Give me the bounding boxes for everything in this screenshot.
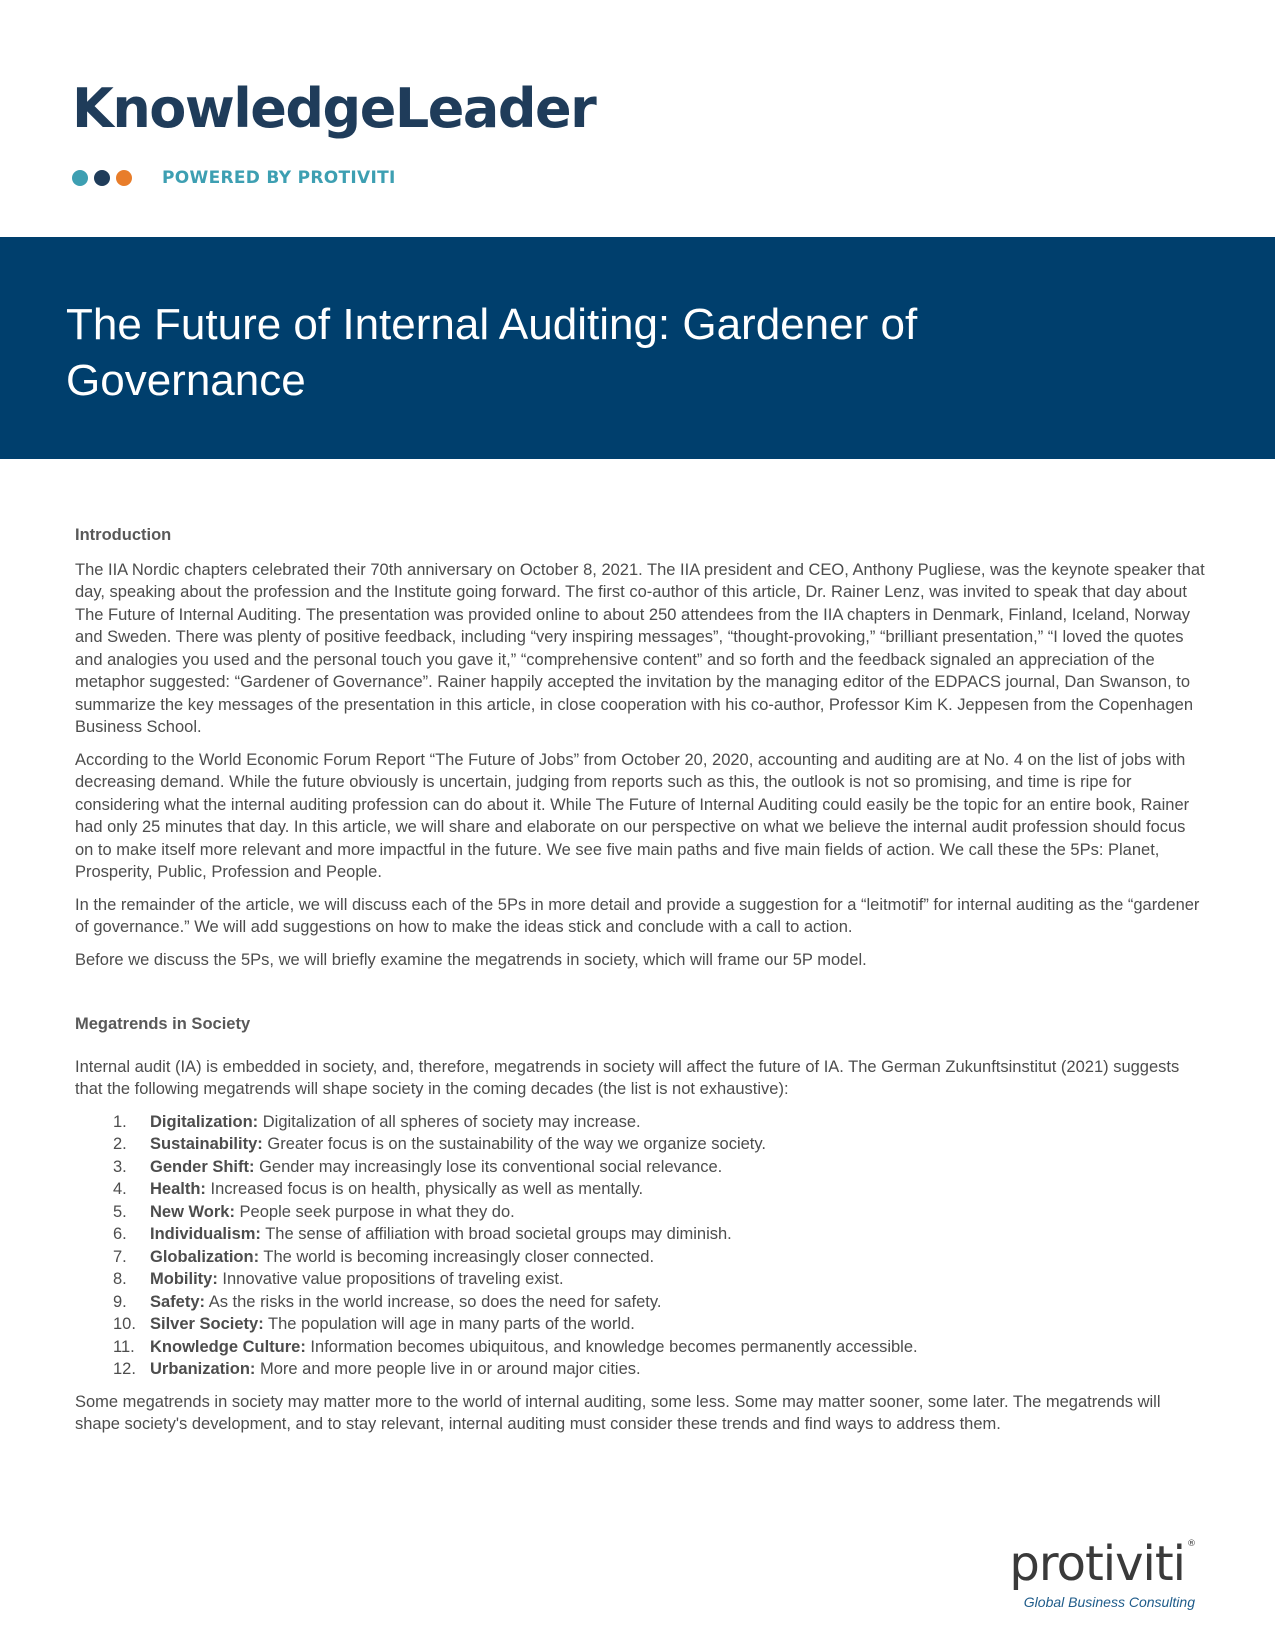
trend-term: Knowledge Culture: [150,1337,306,1356]
trend-description: Gender may increasingly lose its conventional social relevance. [254,1157,723,1176]
list-number: 12. [113,1360,136,1378]
megatrends-intro: Internal audit (IA) is embedded in society, and, therefore, megatrends in society will affect the future of IA. The German Zukunftsinstitut (2021) suggests that the following megatrends will shape society in the coming decades (the list is not exhaustive): [75,1057,1180,1098]
list-number: 2. [113,1135,127,1153]
list-item [75,1336,1205,1359]
list-item [75,1133,1205,1156]
list-number: 9. [113,1292,127,1311]
intro-paragraph: Before we discuss the 5Ps, we will briefly examine the megatrends in society, which will frame our 5P model. [75,950,867,969]
trend-description: People seek purpose in what they do. [234,1202,515,1221]
trend-term: Silver Society: [150,1315,264,1333]
trend-description: More and more people live in or around major cities. [255,1360,641,1378]
intro-paragraph: According to the World Economic Forum Report “The Future of Jobs” from October 20, 2020, accounting and auditing are at No. 4 on the list of jobs with decreasing demand. While the future obviously is uncertain, judging from reports such as this, the outlook is not so promising, and time is ripe for considering what the internal auditing profession can do about it. While The Future of Internal Auditing could easily be the topic for an entire book, Rainer had only 25 minutes that day. In this article, we will share and elaborate on our perspective on what we believe the internal audit profession should focus on to make itself more relevant and more impactful in the future. We see five main paths and five main fields of action. We call these the 5Ps: Planet, Prosperity, Public, Profession and People. [75,750,1190,881]
powered-by-text: POWERED BY PROTIVITI [162,168,396,188]
megatrends-section [75,1013,1205,1436]
protiviti-tagline: Global Business Consulting [1023,1594,1195,1610]
knowledgeleader-logo [72,77,596,188]
trend-term: Individualism: [150,1225,261,1243]
intro-paragraph: The IIA Nordic chapters celebrated their 70th anniversary on October 8, 2021. The IIA president and CEO, Anthony Pugliese, was the keynote speaker that day, speaking about the profession and the Institute going forward. The first co-author of this article, Dr. Rainer Lenz, was invited to speak that day about The Future of Internal Auditing. The presentation was provided online to about 250 attendees from the IIA chapters in Denmark, Finland, Iceland, Norway and Sweden. There was plenty of positive feedback, including “very inspiring messages”, “thought-provoking,” “brilliant presentation,” “I loved the quotes and analogies you used and the personal touch you gave it,” “comprehensive content” and so forth and the feedback signaled an appreciation of the metaphor suggested: “Gardener of Governance”. Rainer happily accepted the invitation by the managing editor of the EDPACS journal, Dan Swanson, to summarize the key messages of the presentation in this article, in close cooperation with his co-author, Professor Kim K. Jeppesen from the Copenhagen Business School. [75,560,1205,736]
page-title: The Future of Internal Auditing: Gardener of Governance [66,300,918,405]
trend-term: Sustainability: [150,1135,263,1153]
title-banner [0,237,1275,459]
list-item [75,1156,1205,1179]
megatrends-heading: Megatrends in Society [75,1015,251,1033]
brand-dots [72,170,132,186]
brand-subline [72,168,595,188]
list-number: 3. [113,1157,127,1176]
trend-description: Increased focus is on health, physically as well as mentally. [205,1180,644,1198]
trend-description: The world is becoming increasingly closer connected. [259,1247,655,1266]
trend-term: Health: [150,1180,206,1198]
trend-term: Mobility: [150,1270,218,1288]
trend-description: Innovative value propositions of traveling exist. [217,1270,564,1288]
orange-dot-icon [116,170,132,186]
trend-term: Gender Shift: [150,1157,255,1176]
trend-description: Information becomes ubiquitous, and knowledge becomes permanently accessible. [305,1337,918,1356]
list-number: 10. [113,1315,136,1333]
list-number: 11. [113,1337,135,1356]
protiviti-wordmark [1009,1536,1195,1592]
brand-name: KnowledgeLeader [72,77,596,140]
list-item [75,1201,1205,1224]
section-spacer [75,981,1205,1013]
trend-description: Greater focus is on the sustainability of the way we organize society. [262,1135,766,1153]
introduction-section [75,524,1205,971]
intro-paragraph: In the remainder of the article, we will discuss each of the 5Ps in more detail and provide a suggestion for a “leitmotif” for internal auditing as the “gardener of governance.” We will add suggestions on how to make the ideas stick and conclude with a call to action. [75,895,1200,936]
protiviti-logo [1009,1536,1195,1610]
teal-dot-icon [72,170,88,186]
list-item [75,1178,1205,1201]
list-number: 6. [113,1225,127,1243]
list-number: 8. [113,1270,127,1288]
list-number: 5. [113,1202,127,1221]
megatrends-closing: Some megatrends in society may matter more to the world of internal auditing, some less. Some may matter sooner, some later. The megatrends will shape society's development, and to stay relevant, internal auditing must consider these trends and find ways to address them. [75,1392,1161,1433]
list-item [75,1358,1205,1381]
trend-term: Digitalization: [150,1112,259,1131]
trend-description: The sense of affiliation with broad societal groups may diminish. [260,1225,732,1243]
registered-mark: ® [1187,1539,1195,1549]
list-number: 4. [113,1180,127,1198]
list-item [75,1291,1205,1314]
list-number: 1. [113,1112,127,1131]
navy-dot-icon [94,170,110,186]
trend-description: Digitalization of all spheres of society may increase. [258,1112,641,1131]
article-body [75,524,1205,1446]
megatrends-list [75,1111,1205,1381]
trend-term: Urbanization: [150,1360,256,1378]
list-item [75,1268,1205,1291]
list-number: 7. [113,1247,127,1266]
list-item [75,1223,1205,1246]
list-item [75,1111,1205,1134]
trend-term: New Work: [150,1202,235,1221]
trend-term: Safety: [150,1292,206,1311]
trend-description: As the risks in the world increase, so does the need for safety. [205,1292,662,1311]
list-item [75,1246,1205,1269]
list-item [75,1313,1205,1336]
trend-description: The population will age in many parts of the world. [263,1315,635,1333]
introduction-heading: Introduction [75,526,172,544]
logo-word: protiviti [1009,1536,1185,1592]
trend-term: Globalization: [150,1247,260,1266]
